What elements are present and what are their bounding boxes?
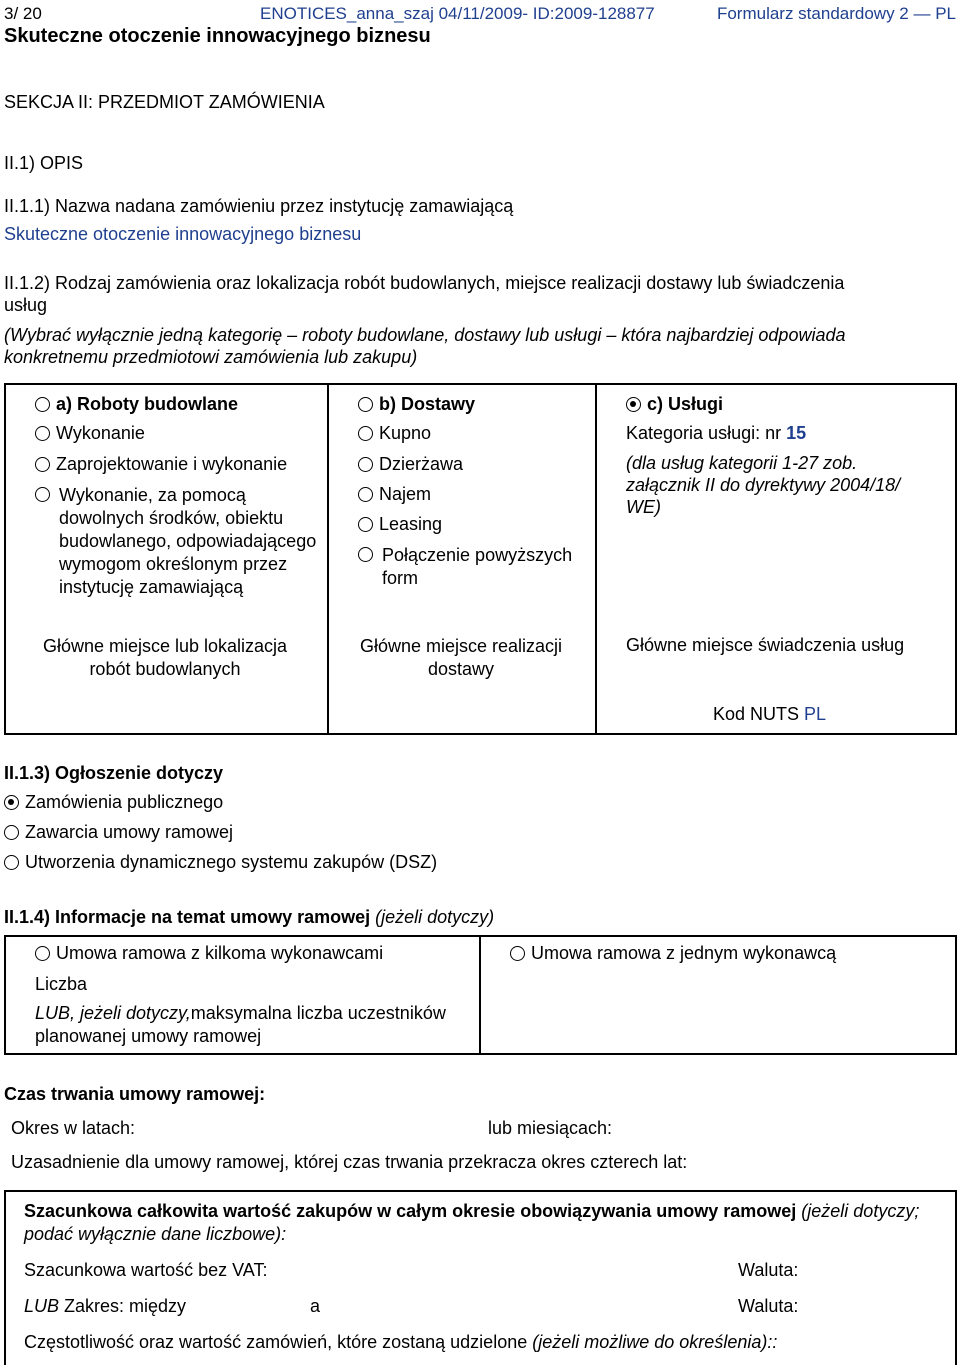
q112-note: (Wybrać wyłącznie jedną kategorię – roboty budowlane, dostawy lub usługi – która najbardziej odpowiada konkretnemu przedmiotowi zamówienia lub zakupu): [4, 325, 846, 367]
duration-justification-label: Uzasadnienie dla umowy ramowej, której czas trwania przekracza okres czterech lat:: [11, 1152, 688, 1172]
currency-label: Waluta:: [738, 1296, 799, 1316]
radio-icon: [358, 547, 373, 562]
type-a-option[interactable]: a) Roboty budowlane: [35, 394, 238, 415]
b-opt-leasing[interactable]: Leasing: [358, 514, 442, 535]
q114-heading: II.1.4) Informacje na temat umowy ramowej (jeżeli dotyczy): [4, 907, 495, 927]
a-place-label: Główne miejsce lub lokalizacja robót budowlanych: [42, 636, 288, 679]
q111-heading: II.1.1) Nazwa nadana zamówieniu przez instytucję zamawiającą: [4, 196, 514, 216]
b-opt-kupno[interactable]: Kupno: [358, 423, 431, 444]
column-divider: [327, 383, 329, 735]
radio-icon: [358, 517, 373, 532]
radio-icon: [35, 397, 50, 412]
column-divider: [595, 383, 597, 735]
q112-heading: II.1.2) Rodzaj zamówienia oraz lokalizacja robót budowlanych, miejsce realizacji dostawy lub świadczenia usług: [4, 273, 845, 315]
doc-title: Skuteczne otoczenie innowacyjnego biznesu: [4, 25, 431, 47]
nuts-value: PL: [804, 704, 827, 724]
section-title: SEKCJA II: PRZEDMIOT ZAMÓWIENIA: [4, 92, 325, 112]
duration-months-label: lub miesiącach:: [488, 1118, 613, 1138]
radio-icon: [35, 487, 50, 502]
b-opt-polaczenie[interactable]: [358, 544, 379, 565]
service-category: Kategoria usługi: nr 15: [626, 423, 807, 443]
currency-label: Waluta:: [738, 1260, 799, 1280]
radio-icon: [358, 426, 373, 441]
a-opt-wykonanie-srodki[interactable]: [35, 484, 56, 505]
duration-heading: Czas trwania umowy ramowej:: [4, 1084, 266, 1104]
radio-icon: [4, 825, 19, 840]
type-b-option[interactable]: b) Dostawy: [358, 394, 475, 415]
radio-icon: [510, 946, 525, 961]
c-place-label: Główne miejsce świadczenia usług: [626, 635, 905, 655]
b-opt-najem[interactable]: Najem: [358, 484, 431, 505]
notice-reference: ENOTICES_anna_szaj 04/11/2009- ID:2009-128877: [260, 4, 655, 23]
column-divider: [479, 935, 481, 1055]
estimate-vat-label: Szacunkowa wartość bez VAT:: [24, 1260, 268, 1280]
page-number: 3/ 20: [4, 4, 42, 23]
duration-years-label: Okres w latach:: [11, 1118, 136, 1138]
type-c-option[interactable]: c) Usługi: [626, 394, 723, 415]
radio-icon: [358, 397, 373, 412]
q113-opt-framework[interactable]: Zawarcia umowy ramowej: [4, 822, 233, 843]
range-and-label: a: [310, 1296, 321, 1316]
radio-icon: [358, 457, 373, 472]
b-opt-polaczenie-label: Połączenie powyższych form: [382, 545, 573, 588]
radio-icon: [35, 457, 50, 472]
estimate-heading: Szacunkowa całkowita wartość zakupów w całym okresie obowiązywania umowy ramowej (jeżeli dotyczy; podać wyłącznie dane liczbowe):: [24, 1201, 920, 1244]
radio-selected-icon: [626, 397, 641, 412]
nuts-code: Kod NUTS PL: [713, 704, 827, 724]
radio-icon: [35, 426, 50, 441]
frequency-label: Częstotliwość oraz wartość zamówień, które zostaną udzielone (jeżeli możliwe do określenia)::: [24, 1332, 778, 1352]
service-category-value: 15: [786, 423, 807, 443]
q113-heading: II.1.3) Ogłoszenie dotyczy: [4, 763, 224, 783]
q113-opt-public[interactable]: Zamówienia publicznego: [4, 792, 223, 813]
radio-icon: [4, 855, 19, 870]
service-category-note: (dla usług kategorii 1-27 zob. załącznik II do dyrektywy 2004/18/ WE): [626, 453, 901, 517]
liczba-label: Liczba: [35, 974, 88, 994]
q113-opt-dsz[interactable]: Utworzenia dynamicznego systemu zakupów (DSZ): [4, 852, 437, 873]
opis-heading: II.1) OPIS: [4, 153, 84, 173]
framework-single-option[interactable]: Umowa ramowa z jednym wykonawcą: [510, 943, 836, 964]
form-name: Formularz standardowy 2 — PL: [716, 4, 956, 23]
q111-answer: Skuteczne otoczenie innowacyjnego biznesu: [4, 224, 362, 244]
a-opt-wykonanie-srodki-label: Wykonanie, za pomocą dowolnych środków, obiektu budowlanego, odpowiadającego wymogom określonym przez instytucję zamawiającą: [59, 485, 317, 597]
a-opt-wykonanie[interactable]: Wykonanie: [35, 423, 145, 444]
radio-selected-icon: [4, 795, 19, 810]
a-opt-zaprojektowanie[interactable]: Zaprojektowanie i wykonanie: [35, 454, 287, 475]
max-participants-label: LUB, jeżeli dotyczy,maksymalna liczba uczestników planowanej umowy ramowej: [35, 1003, 446, 1046]
b-place-label: Główne miejsce realizacji dostawy: [359, 636, 563, 679]
radio-icon: [358, 487, 373, 502]
b-opt-dzierzawa[interactable]: Dzierżawa: [358, 454, 463, 475]
framework-multi-option[interactable]: Umowa ramowa z kilkoma wykonawcami: [35, 943, 383, 964]
radio-icon: [35, 946, 50, 961]
range-label: LUB Zakres: między: [24, 1296, 187, 1316]
